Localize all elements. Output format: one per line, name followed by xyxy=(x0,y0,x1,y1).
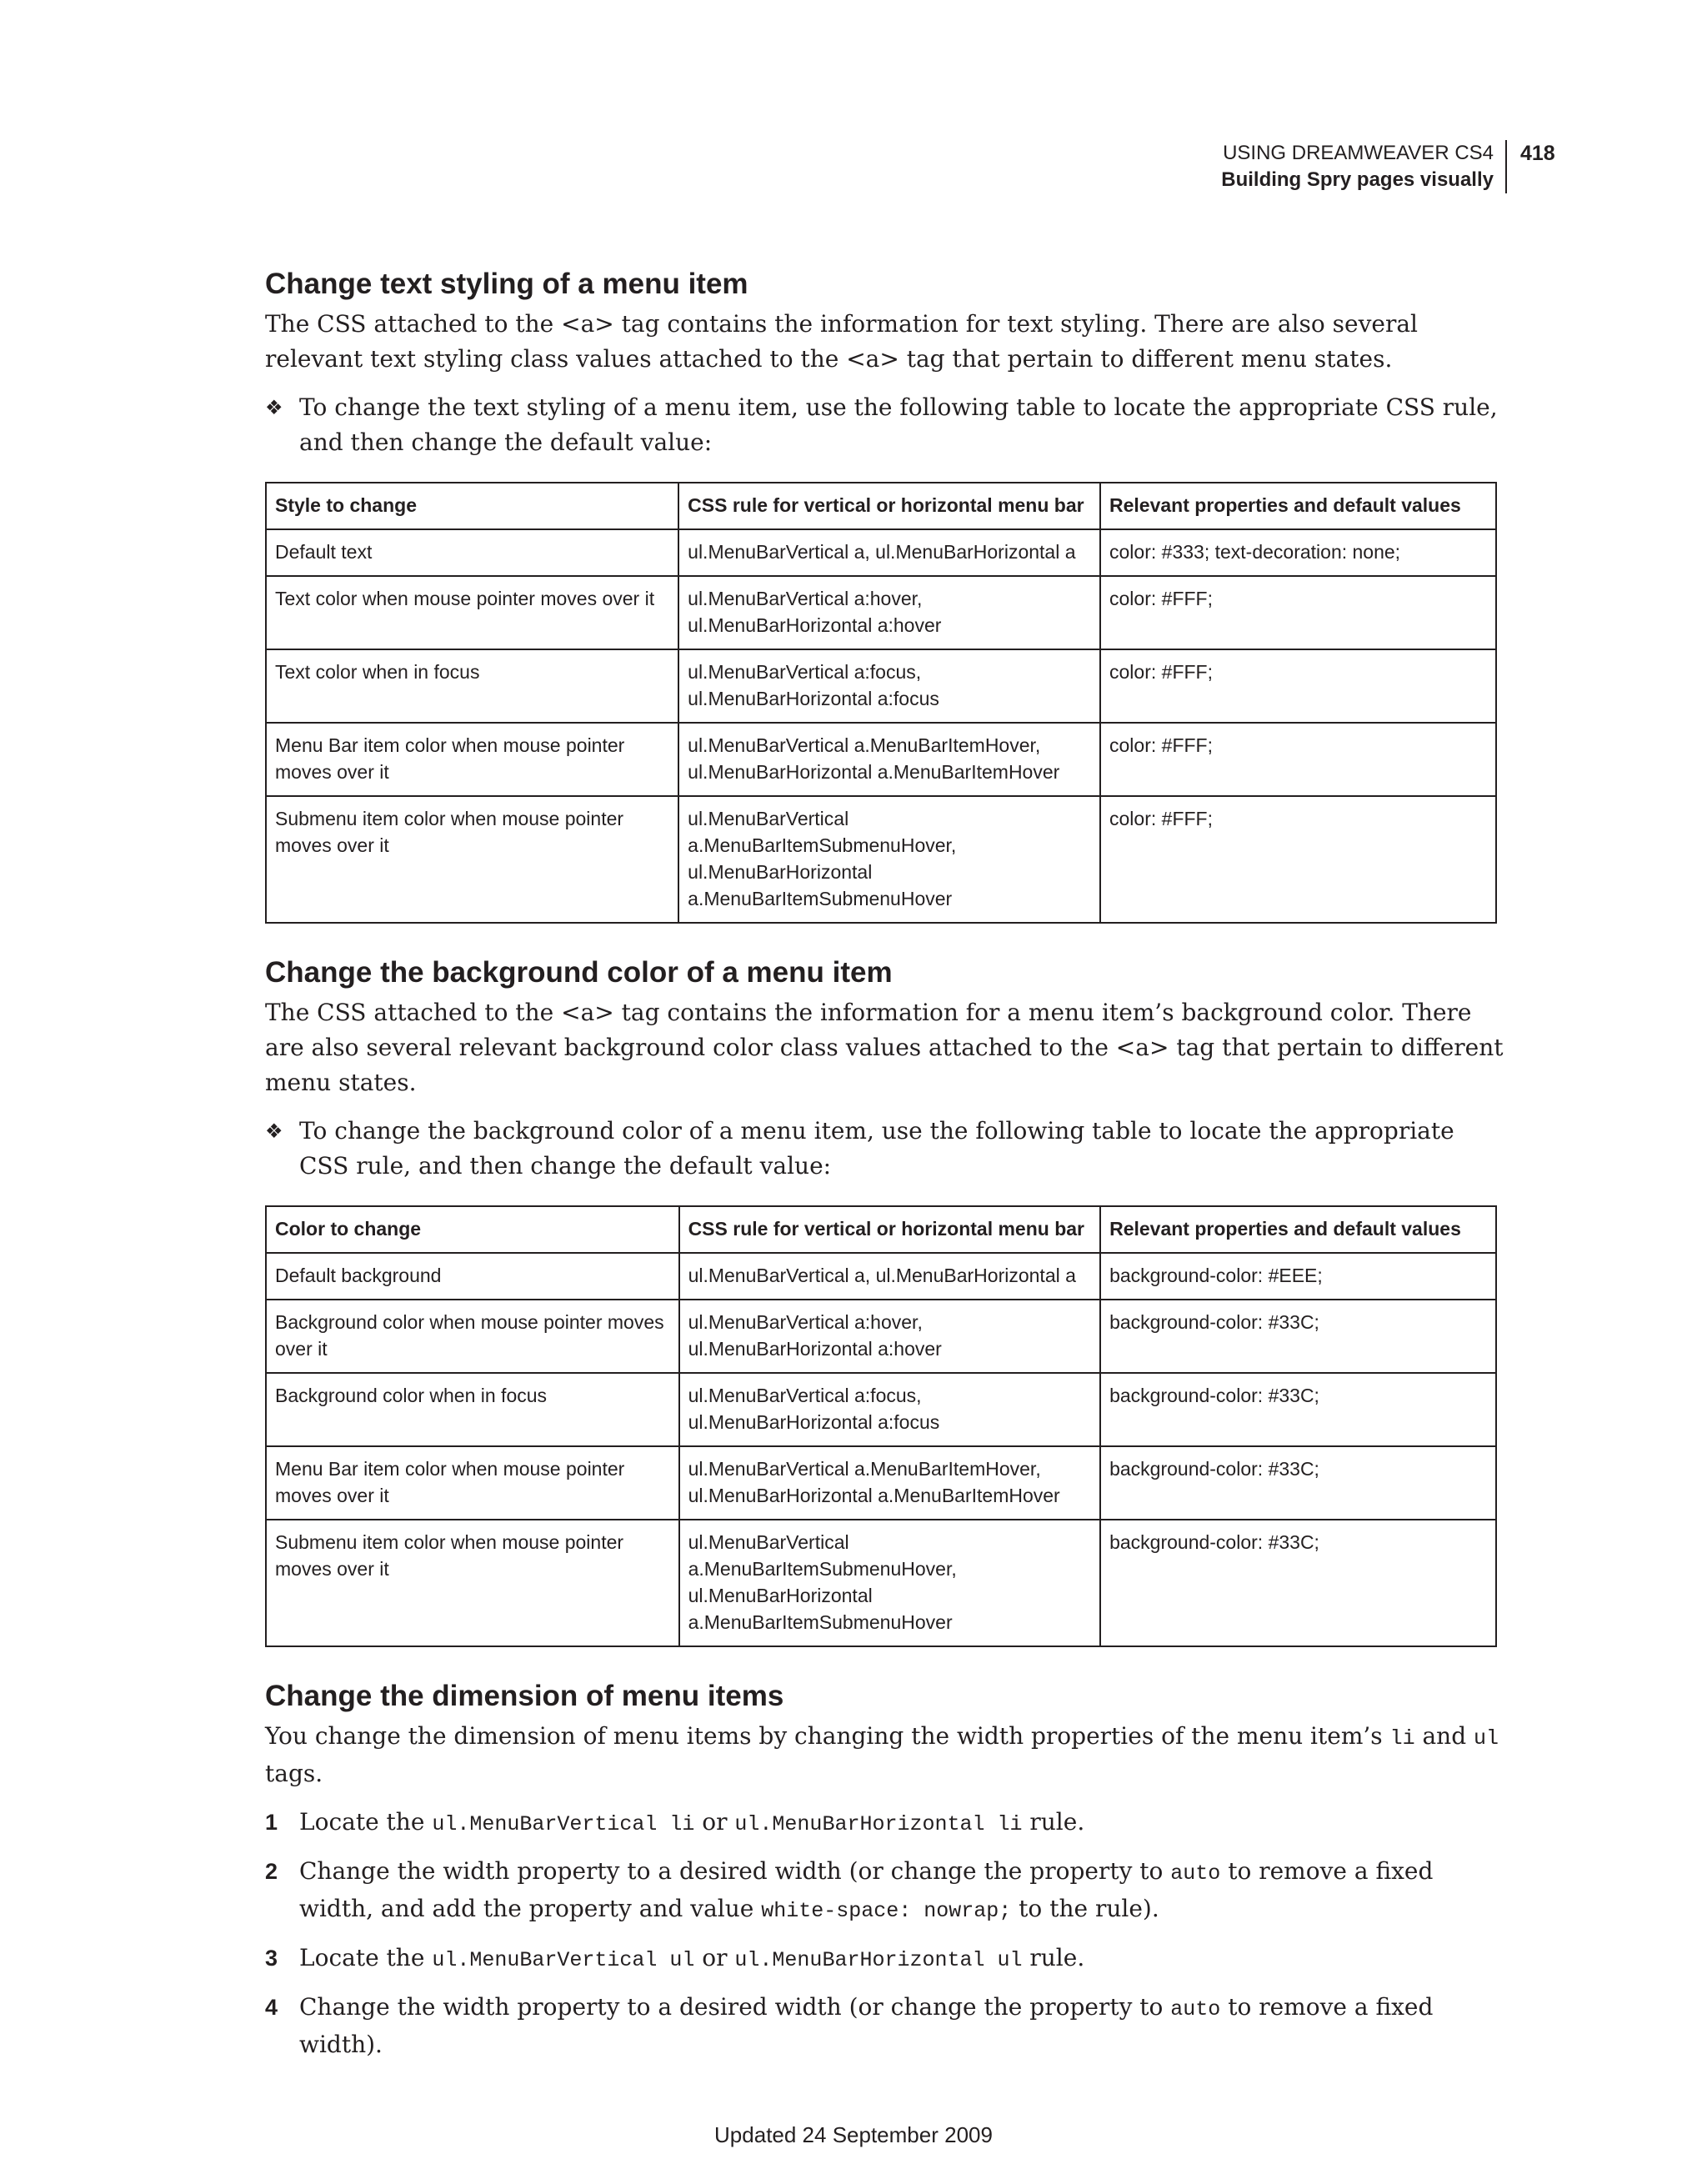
numbered-step xyxy=(265,1854,1505,1929)
column-header: Relevant properties and default values xyxy=(1100,1206,1496,1253)
style-cell: Default text xyxy=(266,529,678,576)
value-cell: background-color: #33C; xyxy=(1100,1373,1496,1446)
rule-cell xyxy=(679,1300,1101,1373)
running-header xyxy=(1221,140,1507,193)
step-text: Change the width property to a desired width (or change the property to xyxy=(299,1993,1171,2021)
inline-code: ul.MenuBarHorizontal ul xyxy=(734,1948,1023,1972)
table-row xyxy=(266,1373,1496,1446)
text-styling-table xyxy=(265,482,1497,924)
style-cell: Default background xyxy=(266,1253,679,1300)
rule-line: ul.MenuBarVertical xyxy=(688,1531,849,1553)
inline-code: li xyxy=(1389,1726,1415,1751)
section-title-background-color: Change the background color of a menu item xyxy=(265,956,893,989)
rule-line: a.MenuBarItemSubmenuHover xyxy=(688,1611,953,1633)
value-cell: background-color: #33C; xyxy=(1100,1520,1496,1646)
inline-code: ul.MenuBarHorizontal li xyxy=(734,1812,1023,1836)
value-cell: color: #333; text-decoration: none; xyxy=(1100,529,1496,576)
value-cell: background-color: #EEE; xyxy=(1100,1253,1496,1300)
rule-line: ul.MenuBarHorizontal a:focus xyxy=(688,688,939,709)
table-row xyxy=(266,1300,1496,1373)
step-number: 4 xyxy=(265,1995,278,2020)
rule-cell xyxy=(678,649,1100,723)
rule-cell xyxy=(678,723,1100,796)
style-cell: Background color when in focus xyxy=(266,1373,679,1446)
style-cell: Text color when mouse pointer moves over it xyxy=(266,576,678,649)
rule-cell xyxy=(678,796,1100,923)
bullet-diamond-icon: ❖ xyxy=(265,1120,283,1143)
rule-line: ul.MenuBarHorizontal a.MenuBarItemHover xyxy=(688,761,1060,783)
numbered-step xyxy=(265,1990,1505,2062)
rule-line: ul.MenuBarVertical a:hover, xyxy=(688,1311,923,1333)
rule-line: ul.MenuBarHorizontal a:hover xyxy=(688,614,942,636)
table-row xyxy=(266,576,1496,649)
step-text: Locate the xyxy=(299,1944,433,1971)
instruction-background-color xyxy=(265,1114,1505,1184)
rule-line: ul.MenuBarHorizontal xyxy=(688,861,873,883)
rule-line: ul.MenuBarVertical a.MenuBarItemHover, xyxy=(688,1458,1041,1480)
rule-line: ul.MenuBarVertical xyxy=(688,808,849,829)
table-header-row xyxy=(266,483,1496,529)
step-number: 3 xyxy=(265,1946,278,1971)
instruction-text: To change the background color of a menu item, use the following table to locate the appropriate CSS rule, and then change the default value: xyxy=(299,1117,1454,1180)
column-header: Relevant properties and default values xyxy=(1100,483,1496,529)
header-product: USING DREAMWEAVER CS4 xyxy=(1221,140,1507,167)
rule-line: ul.MenuBarHorizontal a:hover xyxy=(688,1338,942,1360)
rule-cell xyxy=(678,576,1100,649)
page-number: 418 xyxy=(1520,142,1555,165)
column-header: CSS rule for vertical or horizontal menu bar xyxy=(678,483,1100,529)
table-row xyxy=(266,649,1496,723)
column-header: Style to change xyxy=(266,483,678,529)
bullet-diamond-icon: ❖ xyxy=(265,396,283,419)
style-cell: Submenu item color when mouse pointer moves over it xyxy=(266,796,678,923)
rule-line: a.MenuBarItemSubmenuHover, xyxy=(688,834,957,856)
table-row xyxy=(266,796,1496,923)
section-title-text-styling: Change text styling of a menu item xyxy=(265,268,748,300)
value-cell: color: #FFF; xyxy=(1100,649,1496,723)
numbered-step xyxy=(265,1805,1505,1842)
table-row xyxy=(266,1446,1496,1520)
rule-line: ul.MenuBarVertical a, ul.MenuBarHorizontal a xyxy=(688,541,1076,563)
step-number: 1 xyxy=(265,1810,278,1835)
table-row xyxy=(266,723,1496,796)
step-text: to the rule). xyxy=(1011,1895,1159,1922)
table-header-row xyxy=(266,1206,1496,1253)
page-content xyxy=(265,265,1505,2074)
step-text: or xyxy=(694,1808,735,1836)
rule-cell xyxy=(679,1373,1101,1446)
step-text: rule. xyxy=(1022,1808,1085,1836)
rule-cell xyxy=(679,1520,1101,1646)
step-text: Change the width property to a desired width (or change the property to xyxy=(299,1857,1171,1885)
value-cell: background-color: #33C; xyxy=(1100,1300,1496,1373)
rule-cell xyxy=(679,1253,1101,1300)
section-intro-dimension xyxy=(265,1719,1505,1791)
instruction-text: To change the text styling of a menu item, use the following table to locate the appropriate CSS rule, and then change the default value: xyxy=(299,393,1498,456)
inline-code: auto xyxy=(1170,1861,1221,1886)
value-cell: color: #FFF; xyxy=(1100,796,1496,923)
style-cell: Menu Bar item color when mouse pointer moves over it xyxy=(266,723,678,796)
rule-line: ul.MenuBarHorizontal a:focus xyxy=(688,1411,940,1433)
rule-line: a.MenuBarItemSubmenuHover, xyxy=(688,1558,957,1580)
rule-cell xyxy=(678,529,1100,576)
step-text: or xyxy=(694,1944,735,1971)
rule-cell xyxy=(679,1446,1101,1520)
inline-code: auto xyxy=(1170,1997,1221,2021)
rule-line: ul.MenuBarVertical a:focus, xyxy=(688,1385,922,1406)
inline-code: ul xyxy=(1474,1726,1499,1751)
intro-text: and xyxy=(1414,1722,1474,1750)
table-row xyxy=(266,1520,1496,1646)
inline-code: ul.MenuBarVertical ul xyxy=(432,1948,695,1972)
step-text: rule. xyxy=(1022,1944,1085,1971)
intro-text: You change the dimension of menu items by changing the width properties of the menu item’s xyxy=(265,1722,1390,1750)
style-cell: Menu Bar item color when mouse pointer moves over it xyxy=(266,1446,679,1520)
value-cell: background-color: #33C; xyxy=(1100,1446,1496,1520)
step-text: to remove a fixed width). xyxy=(299,1993,1434,2058)
column-header: CSS rule for vertical or horizontal menu bar xyxy=(679,1206,1101,1253)
rule-line: ul.MenuBarVertical a.MenuBarItemHover, xyxy=(688,734,1041,756)
rule-line: ul.MenuBarVertical a:hover, xyxy=(688,588,923,609)
style-cell: Submenu item color when mouse pointer moves over it xyxy=(266,1520,679,1646)
step-text: to remove a fixed width, and add the property and value xyxy=(299,1857,1434,1922)
value-cell: color: #FFF; xyxy=(1100,723,1496,796)
inline-code: ul.MenuBarVertical li xyxy=(432,1812,695,1836)
footer-updated-date: Updated 24 September 2009 xyxy=(714,2122,993,2147)
step-text: Locate the xyxy=(299,1808,433,1836)
value-cell: color: #FFF; xyxy=(1100,576,1496,649)
rule-line: ul.MenuBarHorizontal a.MenuBarItemHover xyxy=(688,1485,1060,1506)
section-title-dimension: Change the dimension of menu items xyxy=(265,1680,784,1712)
step-number: 2 xyxy=(265,1859,278,1884)
rule-line: ul.MenuBarVertical a, ul.MenuBarHorizontal a xyxy=(688,1265,1076,1286)
numbered-step xyxy=(265,1941,1505,1978)
instruction-text-styling xyxy=(265,390,1505,460)
intro-text: tags. xyxy=(265,1760,323,1787)
rule-line: ul.MenuBarVertical a:focus, xyxy=(688,661,922,683)
rule-line: ul.MenuBarHorizontal xyxy=(688,1585,873,1606)
rule-line: a.MenuBarItemSubmenuHover xyxy=(688,888,953,909)
inline-code: white-space: nowrap; xyxy=(761,1899,1012,1923)
section-intro-text-styling: The CSS attached to the <a> tag contains the information for text styling. There are also several relevant text styling class values attached to the <a> tag that pertain to different menu states. xyxy=(265,310,1418,373)
style-cell: Text color when in focus xyxy=(266,649,678,723)
table-row xyxy=(266,529,1496,576)
header-section: Building Spry pages visually xyxy=(1221,167,1507,193)
column-header: Color to change xyxy=(266,1206,679,1253)
section-intro-background-color: The CSS attached to the <a> tag contains the information for a menu item’s background color. There are also several relevant background color class values attached to the <a> tag that pertain to different menu states. xyxy=(265,999,1504,1096)
background-color-table xyxy=(265,1205,1497,1647)
table-row xyxy=(266,1253,1496,1300)
style-cell: Background color when mouse pointer moves over it xyxy=(266,1300,679,1373)
